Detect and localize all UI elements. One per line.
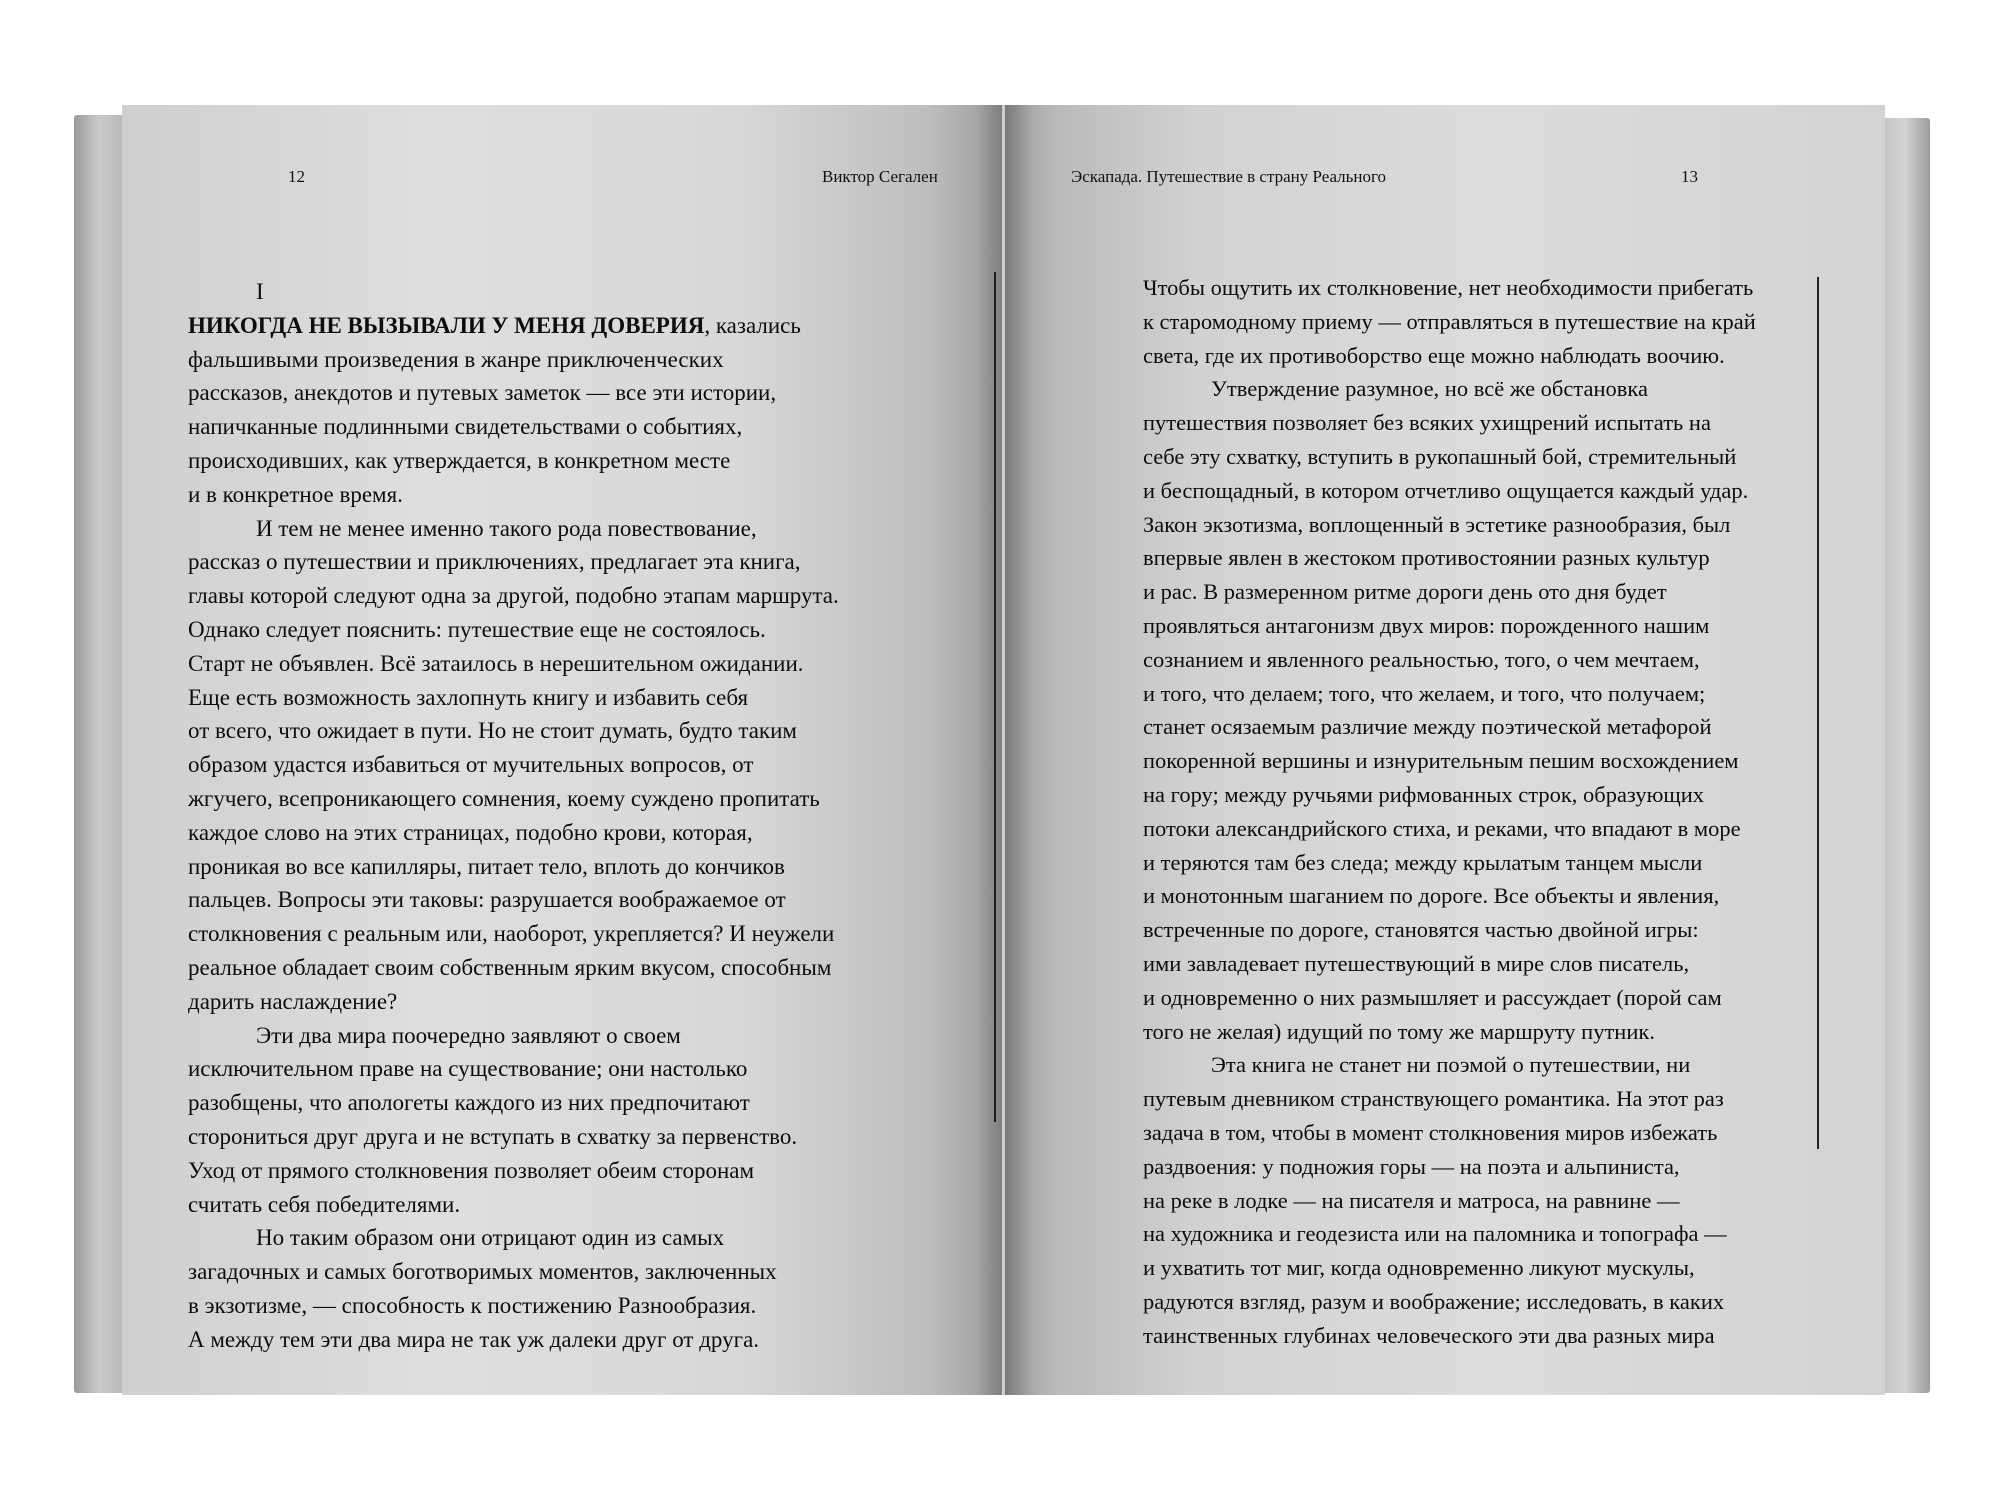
text-line: Чтобы ощутить их столкновение, нет необходимости прибегать — [1143, 275, 1754, 300]
text-line: Закон экзотизма, воплощенный в эстетике разнообразия, был — [1143, 511, 1731, 537]
text-line: на реке в лодке — на писателя и матроса, на равнине — — [1143, 1187, 1680, 1213]
text-line: А между тем эти два мира не так уж далеки друг от друга. — [188, 1326, 760, 1352]
text-line: происходивших, как утверждается, в конкретном месте — [188, 447, 731, 473]
text-line: станет осязаемым различие между поэтической метафорой — [1143, 714, 1712, 740]
text-line: главы которой следуют одна за другой, подобно этапам маршрута. — [188, 583, 839, 609]
paragraph — [188, 1019, 978, 1222]
right-running-head: Эскапада. Путешествие в страну Реального — [1071, 167, 1387, 186]
text-line: столкновения с реальным или, наоборот, укрепляется? И неужели — [188, 921, 835, 947]
text-line: разобщены, что апологеты каждого из них предпочитают — [188, 1090, 750, 1116]
text-line: таинственных глубинах человеческого эти два разных мира — [1143, 1322, 1715, 1348]
text-line: Старт не объявлен. Всё затаилось в нерешительном ожидании. — [188, 650, 804, 676]
text-line: путевым дневником странствующего романтика. На этот раз — [1143, 1086, 1724, 1112]
text-line: света, где их противоборство еще можно наблюдать воочию. — [1143, 342, 1725, 368]
text-line: и монотонным шаганием по дороге. Все объекты и явления, — [1143, 883, 1720, 909]
text-line: и теряются там без следа; между крылатым танцем мысли — [1143, 849, 1703, 875]
left-page — [122, 105, 1002, 1395]
text-line: рассказ о путешествии и приключениях, предлагает эта книга, — [188, 549, 801, 575]
text-line: жгучего, всепроникающего сомнения, коему суждено пропитать — [188, 785, 820, 811]
text-line: сознанием и явленного реальностью, того, о чем мечтаем, — [1143, 646, 1700, 672]
text-line: исключительном праве на существование; они настолько — [188, 1056, 748, 1082]
text-line: реальное обладает своим собственным ярким вкусом, способным — [188, 954, 832, 980]
text-line: Еще есть возможность захлопнуть книгу и избавить себя — [188, 684, 749, 710]
paragraph — [188, 1221, 978, 1356]
text-line: от всего, что ожидает в пути. Но не стоит думать, будто таким — [188, 718, 797, 744]
text-line: проявляться антагонизм двух миров: порожденного нашим — [1143, 612, 1710, 638]
text-line: каждое слово на этих страницах, подобно крови, которая, — [188, 819, 753, 845]
text-line: и того, что делаем; того, что желаем, и того, что получаем; — [1143, 680, 1706, 706]
text-line: дарить наслаждение? — [188, 988, 398, 1014]
opening-caps: НИКОГДА НЕ ВЫЗЫВАЛИ У МЕНЯ ДОВЕРИЯ — [188, 312, 705, 338]
text-line: к старомодному приему — отправляться в путешествие на край — [1143, 308, 1756, 334]
paragraph — [1143, 271, 1823, 372]
text-line: считать себя победителями. — [188, 1191, 461, 1217]
text-line: рассказов, анекдотов и путевых заметок — все эти истории, — [188, 380, 777, 406]
text-line: Эти два мира поочередно заявляют о своем — [256, 1022, 681, 1048]
right-text-column — [1143, 271, 1823, 1353]
left-page-number: 12 — [288, 167, 305, 186]
text-line: сторониться друг друга и не вступать в схватку за первенство. — [188, 1123, 798, 1149]
text-line: загадочных и самых боготворимых моментов, заключенных — [188, 1259, 777, 1285]
paragraph — [188, 512, 978, 1019]
paragraph — [1143, 372, 1823, 1048]
chapter-number: I — [256, 279, 264, 304]
text-line: раздвоения: у подножия горы — на поэта и альпиниста, — [1143, 1153, 1680, 1179]
text-line: покоренной вершины и изнурительным пешим восхождением — [1143, 748, 1739, 774]
text-line: и беспощадный, в котором отчетливо ощущается каждый удар. — [1143, 477, 1749, 503]
text-line: на гору; между ручьями рифмованных строк, образующих — [1143, 781, 1705, 807]
text-line: Утверждение разумное, но всё же обстановка — [1211, 376, 1648, 402]
paragraph — [188, 309, 978, 512]
text-line: на художника и геодезиста или на паломника и топографа — — [1143, 1221, 1727, 1247]
paragraph — [1143, 1048, 1823, 1352]
text-line: Уход от прямого столкновения позволяет обеим сторонам — [188, 1157, 755, 1183]
left-running-head: Виктор Сегален — [822, 167, 938, 186]
text-line: потоки александрийского стиха, и реками, что впадают в море — [1143, 815, 1741, 841]
text-line: , казались — [704, 312, 801, 338]
text-line: и рас. В размеренном ритме дороги день ото дня будет — [1143, 579, 1667, 605]
text-line: И тем не менее именно такого рода повествование, — [256, 515, 757, 541]
text-line: встреченные по дороге, становятся частью двойной игры: — [1143, 917, 1699, 943]
text-line: и одновременно о них размышляет и рассуждает (порой сам — [1143, 984, 1722, 1010]
text-line: того не желая) идущий по тому же маршруту путник. — [1143, 1018, 1655, 1044]
text-line: задача в том, чтобы в момент столкновения миров избежать — [1143, 1119, 1718, 1145]
text-line: Но таким образом они отрицают один из самых — [256, 1225, 725, 1251]
text-line: фальшивыми произведения в жанре приключенческих — [188, 346, 724, 372]
text-line: Однако следует пояснить: путешествие еще не состоялось. — [188, 616, 766, 642]
text-line: образом удастся избавиться от мучительных вопросов, от — [188, 752, 754, 778]
right-page — [1005, 105, 1885, 1395]
text-line: Эта книга не станет ни поэмой о путешествии, ни — [1211, 1052, 1691, 1078]
text-line: радуются взгляд, разум и воображение; исследовать, в каких — [1143, 1288, 1725, 1314]
text-line: впервые явлен в жестоком противостоянии разных культур — [1143, 545, 1710, 571]
text-line: пальцев. Вопросы эти таковы: разрушается воображаемое от — [188, 887, 786, 913]
left-text-column — [188, 275, 978, 1357]
text-line: путешествия позволяет без всяких ухищрений испытать на — [1143, 410, 1711, 436]
text-line: напичканные подлинными свидетельствами о событиях, — [188, 414, 743, 440]
text-line: и ухватить тот миг, когда одновременно ликуют мускулы, — [1143, 1255, 1695, 1281]
text-line: себе эту схватку, вступить в рукопашный бой, стремительный — [1143, 443, 1737, 469]
book-spine-shadow — [975, 105, 1035, 1395]
text-line: в экзотизме, — способность к постижению Разнообразия. — [188, 1292, 757, 1318]
text-line: проникая во все капилляры, питает тело, вплоть до кончиков — [188, 853, 785, 879]
text-line: и в конкретное время. — [188, 481, 403, 507]
right-page-number: 13 — [1681, 167, 1698, 186]
text-line: ими завладевает путешествующий в мире слов писатель, — [1143, 950, 1690, 976]
